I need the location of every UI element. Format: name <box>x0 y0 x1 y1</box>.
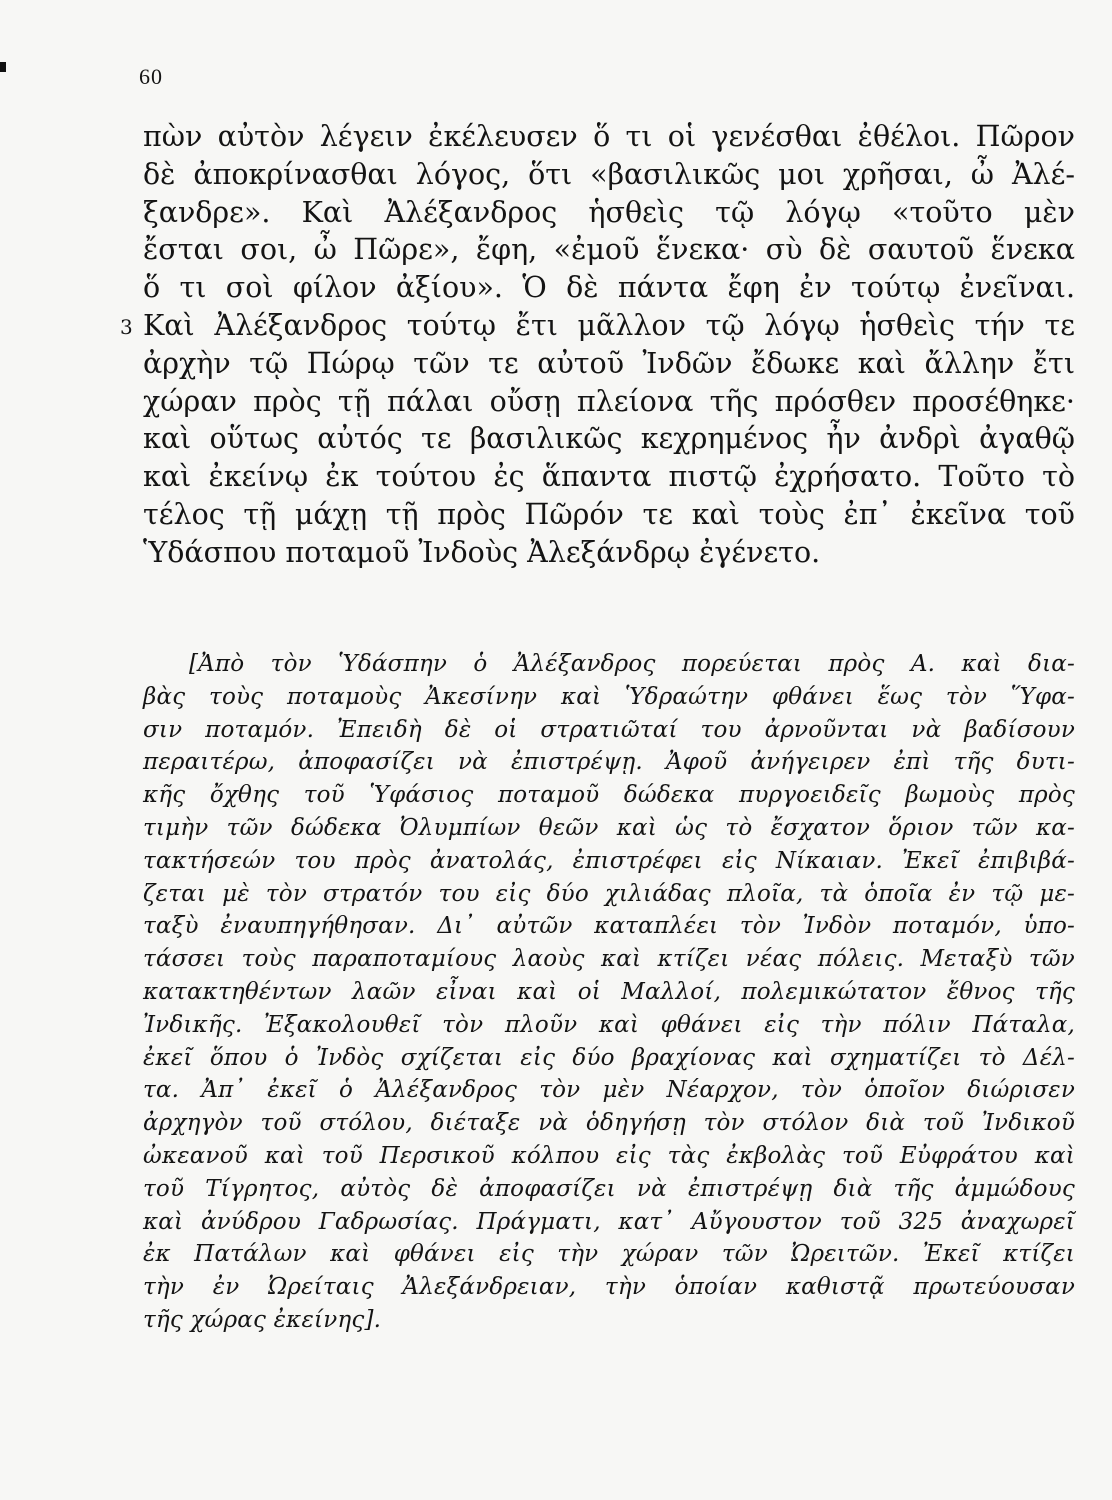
section-number: 3 <box>120 314 133 339</box>
summary-line: τῆς χώρας ἐκείνης]. <box>143 1306 382 1333</box>
text-line: τέλος τῇ μάχῃ τῇ πρὸς Πῶρόν τε καὶ τοὺς ἐπ᾽ ἐκεῖνα τοῦ <box>143 497 1075 531</box>
text-line: ὅ τι σοὶ φίλον ἀξίου». Ὁ δὲ πάντα ἔφη ἐν τούτῳ ἐνεῖναι. <box>143 271 1075 305</box>
summary-line: τιμὴν τῶν δώδεκα Ὀλυμπίων θεῶν καὶ ὡς τὸ ἔσχατον ὅριον τῶν κα- <box>143 814 1075 841</box>
summary-line: σιν ποταμόν. Ἐπειδὴ δὲ οἱ στρατιῶταί του ἀρνοῦνται νὰ βαδίσουν <box>143 716 1075 743</box>
summary-line: τοῦ Τίγρητος, αὐτὸς δὲ ἀποφασίζει νὰ ἐπιστρέψῃ διὰ τῆς ἀμμώδους <box>143 1175 1075 1202</box>
summary-line: βὰς τοὺς ποταμοὺς Ἀκεσίνην καὶ Ὑδραώτην φθάνει ἕως τὸν Ὕφα- <box>143 683 1075 710</box>
main-greek-text <box>120 118 1075 572</box>
text-line: Καὶ Ἀλέξανδρος τούτῳ ἔτι μᾶλλον τῷ λόγῳ ἡσθεὶς τήν τε <box>143 308 1075 342</box>
text-line-with-section <box>120 307 1075 345</box>
summary-line: ἐκ Πατάλων καὶ φθάνει εἰς τὴν χώραν τῶν Ὠρειτῶν. Ἐκεῖ κτίζει <box>143 1241 1075 1268</box>
text-line: χώραν πρὸς τῇ πάλαι οὔσῃ πλείονα τῆς πρόσθεν προσέθηκε· <box>143 384 1075 418</box>
scan-corner-mark <box>0 62 6 72</box>
summary-line: ἀρχηγὸν τοῦ στόλου, διέταξε νὰ ὁδηγήσῃ τὸν στόλον διὰ τοῦ Ἰνδικοῦ <box>143 1110 1075 1137</box>
text-line: καὶ ἐκείνῳ ἐκ τούτου ἐς ἅπαντα πιστῷ ἐχρήσατο. Τοῦτο τὸ <box>143 460 1075 494</box>
summary-line: καὶ ἀνύδρου Γαδρωσίας. Πράγματι, κατ᾽ Αὔγουστον τοῦ 325 ἀναχωρεῖ <box>143 1208 1075 1235</box>
text-line: καὶ οὕτως αὐτός τε βασιλικῶς κεχρημένος ἦν ἀνδρὶ ἀγαθῷ <box>143 422 1075 456</box>
summary-line: κατακτηθέντων λαῶν εἶναι καὶ οἱ Μαλλοί, πολεμικώτατον ἔθνος τῆς <box>143 978 1075 1005</box>
text-line: δὲ ἀποκρίνασθαι λόγος, ὅτι «βασιλικῶς μοι χρῆσαι, ὦ Ἀλέ- <box>143 157 1075 191</box>
summary-line: ὠκεανοῦ καὶ τοῦ Περσικοῦ κόλπου εἰς τὰς ἐκβολὰς τοῦ Εὐφράτου καὶ <box>143 1142 1075 1169</box>
summary-line: [Ἀπὸ τὸν Ὑδάσπην ὁ Ἀλέξανδρος πορεύεται πρὸς Α. καὶ δια- <box>189 651 1075 677</box>
text-line: πὼν αὐτὸν λέγειν ἐκέλευσεν ὅ τι οἱ γενέσθαι ἐθέλοι. Πῶρον <box>143 120 1075 153</box>
summary-line: περαιτέρω, ἀποφασίζει νὰ ἐπιστρέψῃ. Ἀφοῦ ἀνήγειρεν ἐπὶ τῆς δυτι- <box>143 749 1075 776</box>
summary-line: κῆς ὄχθης τοῦ Ὑφάσιος ποταμοῦ δώδεκα πυργοειδεῖς βωμοὺς πρὸς <box>143 782 1075 809</box>
summary-italic-paragraph <box>143 648 1075 1337</box>
summary-line: Ἰνδικῆς. Ἐξακολουθεῖ τὸν πλοῦν καὶ φθάνει εἰς τὴν πόλιν Πάταλα, <box>143 1011 1075 1038</box>
summary-line: τα. Ἀπ᾽ ἐκεῖ ὁ Ἀλέξανδρος τὸν μὲν Νέαρχον, τὸν ὁποῖον διώρισεν <box>143 1077 1075 1104</box>
text-line: ξανδρε». Καὶ Ἀλέξανδρος ἡσθεὶς τῷ λόγῳ «τοῦτο μὲν <box>143 195 1075 229</box>
summary-line: τάσσει τοὺς παραποταμίους λαοὺς καὶ κτίζει νέας πόλεις. Μεταξὺ τῶν <box>143 946 1075 973</box>
summary-line: τακτήσεών του πρὸς ἀνατολάς, ἐπιστρέφει εἰς Νίκαιαν. Ἐκεῖ ἐπιβιβά- <box>143 847 1075 874</box>
text-line: ἔσται σοι, ὦ Πῶρε», ἔφη, «ἐμοῦ ἕνεκα· σὺ δὲ σαυτοῦ ἕνεκα <box>143 233 1075 267</box>
summary-line: ταξὺ ἐναυπηγήθησαν. Δι᾽ αὐτῶν καταπλέει τὸν Ἰνδὸν ποταμόν, ὑπο- <box>143 913 1075 940</box>
summary-line: τὴν ἐν Ὠρείταις Ἀλεξάνδρειαν, τὴν ὁποίαν καθιστᾷ πρωτεύουσαν <box>143 1274 1075 1301</box>
text-line: Ὑδάσπου ποταμοῦ Ἰνδοὺς Ἀλεξάνδρῳ ἐγένετο. <box>143 535 821 569</box>
summary-line: ζεται μὲ τὸν στρατόν του εἰς δύο χιλιάδας πλοῖα, τὰ ὁποῖα ἐν τῷ με- <box>143 880 1075 907</box>
summary-line: ἐκεῖ ὅπου ὁ Ἰνδὸς σχίζεται εἰς δύο βραχίονας καὶ σχηματίζει τὸ Δέλ- <box>143 1044 1075 1071</box>
text-line: ἀρχὴν τῷ Πώρῳ τῶν τε αὐτοῦ Ἰνδῶν ἔδωκε καὶ ἄλλην ἔτι <box>143 346 1075 380</box>
page-number: 60 <box>139 64 163 89</box>
